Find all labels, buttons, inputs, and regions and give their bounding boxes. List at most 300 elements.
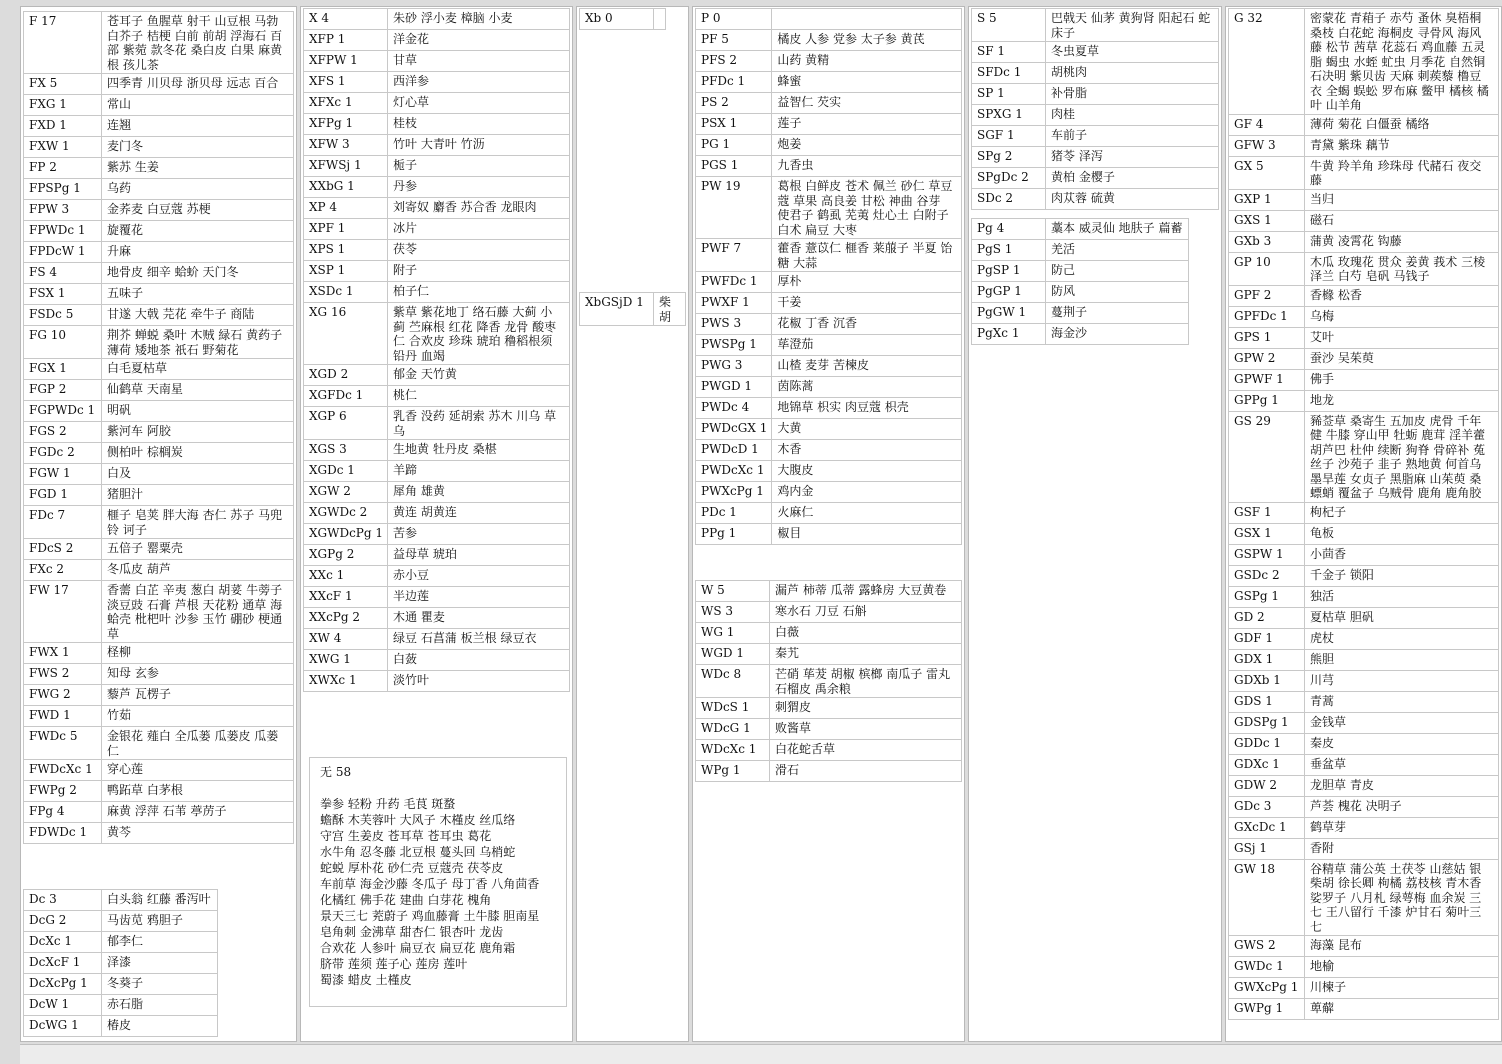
table-row (24, 581, 294, 643)
category-code: FDc 7 (24, 506, 102, 539)
table-row (696, 377, 962, 398)
herb-list: 冬葵子 (102, 974, 218, 995)
herb-list: 白花蛇舌草 (770, 740, 962, 761)
category-code: GDXc 1 (1229, 754, 1305, 775)
category-code: XFWSj 1 (304, 156, 388, 177)
herb-list: 附子 (388, 261, 570, 282)
category-code: GSF 1 (1229, 502, 1305, 523)
herb-list: 滑石 (770, 761, 962, 782)
herb-list: 龟板 (1305, 523, 1499, 544)
herb-list: 地锦草 枳实 肉豆蔻 枳壳 (772, 398, 962, 419)
category-code: WDcS 1 (696, 698, 770, 719)
category-code: WGD 1 (696, 644, 770, 665)
unclassified-herb-line: 车前草 海金沙藤 冬瓜子 母丁香 八角茴香 (320, 877, 540, 891)
table-row (696, 482, 962, 503)
table-row (24, 263, 294, 284)
category-code: FXc 2 (24, 560, 102, 581)
herb-list: 麻黄 浮萍 石苇 葶苈子 (102, 802, 294, 823)
table-row (972, 282, 1189, 303)
table-row (304, 135, 570, 156)
herb-table (695, 580, 962, 782)
category-code: FGW 1 (24, 464, 102, 485)
table-row (1229, 817, 1499, 838)
table-row (696, 239, 962, 272)
table-row (972, 63, 1219, 84)
table-row (696, 602, 962, 623)
table-row (696, 524, 962, 545)
table-row (24, 359, 294, 380)
table-row (24, 137, 294, 158)
table-row (1229, 733, 1499, 754)
herb-list: 冬虫夏草 (1046, 42, 1219, 63)
herb-list: 虎杖 (1305, 628, 1499, 649)
category-code: PW 19 (696, 177, 772, 239)
herb-list: 木通 瞿麦 (388, 608, 570, 629)
herb-list: 橘皮 人参 党参 太子参 黄芪 (772, 30, 962, 51)
herb-list: 鸭跖草 白茅根 (102, 781, 294, 802)
category-code: FGS 2 (24, 422, 102, 443)
herb-table (579, 292, 686, 326)
table-row (1229, 957, 1499, 978)
herb-list: 刺猬皮 (770, 698, 962, 719)
herb-list: 防风 (1046, 282, 1189, 303)
herb-list: 地龙 (1305, 390, 1499, 411)
table-row (24, 706, 294, 727)
herb-list: 磁石 (1305, 210, 1499, 231)
category-code: GWPg 1 (1229, 999, 1305, 1020)
table-row (304, 282, 570, 303)
category-code: SPXG 1 (972, 105, 1046, 126)
column-2-panel (300, 6, 573, 1042)
herb-list: 川芎 (1305, 670, 1499, 691)
herb-list: 佛手 (1305, 369, 1499, 390)
category-code: DcXc 1 (24, 932, 102, 953)
herb-list: 千金子 锁阳 (1305, 565, 1499, 586)
table-row (24, 539, 294, 560)
category-code: GXcDc 1 (1229, 817, 1305, 838)
category-code: PWF 7 (696, 239, 772, 272)
table-row (1229, 411, 1499, 502)
table-row (24, 380, 294, 401)
category-code: PPg 1 (696, 524, 772, 545)
table-row (696, 761, 962, 782)
herb-list: 肉桂 (1046, 105, 1219, 126)
category-code: XXcF 1 (304, 587, 388, 608)
herb-list: 独活 (1305, 586, 1499, 607)
table-row (24, 953, 218, 974)
table-row (972, 261, 1189, 282)
table-row (1229, 135, 1499, 156)
herb-list: 冬瓜皮 葫芦 (102, 560, 294, 581)
category-code: XGFDc 1 (304, 386, 388, 407)
herb-list: 知母 玄参 (102, 664, 294, 685)
herb-list: 茵陈蒿 (772, 377, 962, 398)
unclassified-herb-line: 蟾酥 木芙蓉叶 大风子 木槿皮 丝瓜络 (320, 813, 516, 827)
herb-list: 金荞麦 白豆蔻 苏梗 (102, 200, 294, 221)
table-row (696, 272, 962, 293)
table-row (24, 974, 218, 995)
category-code: FS 4 (24, 263, 102, 284)
table-row (304, 545, 570, 566)
table-row (24, 305, 294, 326)
herb-table (579, 8, 666, 30)
table-row (1229, 691, 1499, 712)
category-code: GPW 2 (1229, 348, 1305, 369)
table-row (24, 284, 294, 305)
herb-list: 金钱草 (1305, 712, 1499, 733)
herb-list: 藿香 薏苡仁 榧香 莱菔子 半夏 饴糖 大蒜 (772, 239, 962, 272)
herb-list: 赤石脂 (102, 995, 218, 1016)
table-row (24, 890, 218, 911)
category-code: XFXc 1 (304, 93, 388, 114)
category-code: Xb 0 (580, 9, 654, 30)
category-code: FDWDc 1 (24, 823, 102, 844)
herb-list: 侧柏叶 棕榈炭 (102, 443, 294, 464)
herb-list: 穿心莲 (102, 760, 294, 781)
category-code: XGS 3 (304, 440, 388, 461)
category-code: XGD 2 (304, 365, 388, 386)
herb-list: 败酱草 (770, 719, 962, 740)
category-code: XSP 1 (304, 261, 388, 282)
category-code: XWG 1 (304, 650, 388, 671)
category-code: GXS 1 (1229, 210, 1305, 231)
table-row (972, 303, 1189, 324)
herb-list: 木香 (772, 440, 962, 461)
category-code: GSPW 1 (1229, 544, 1305, 565)
category-code: XGWDcPg 1 (304, 524, 388, 545)
category-code: DcXcF 1 (24, 953, 102, 974)
category-code: XFP 1 (304, 30, 388, 51)
herb-table (971, 218, 1189, 345)
category-code: X 4 (304, 9, 388, 30)
category-code: FGPWDc 1 (24, 401, 102, 422)
herb-list: 荜澄茄 (772, 335, 962, 356)
table-row (1229, 999, 1499, 1020)
herb-list: 青黛 紫珠 藕节 (1305, 135, 1499, 156)
category-code: GPWF 1 (1229, 369, 1305, 390)
table-row (24, 221, 294, 242)
category-code: PWS 3 (696, 314, 772, 335)
herb-list: 竹茹 (102, 706, 294, 727)
table-row (304, 461, 570, 482)
herb-table (303, 8, 570, 692)
category-code: SPg 2 (972, 147, 1046, 168)
herb-list: 柽柳 (102, 643, 294, 664)
table-row (1229, 978, 1499, 999)
table-row (304, 629, 570, 650)
herb-list: 西洋参 (388, 72, 570, 93)
herb-list: 牛黄 羚羊角 珍珠母 代赭石 夜交藤 (1305, 156, 1499, 189)
herb-list: 连翘 (102, 116, 294, 137)
category-code: GDXb 1 (1229, 670, 1305, 691)
category-code: XbGSjD 1 (580, 293, 654, 326)
table-row (304, 671, 570, 692)
table-row (696, 314, 962, 335)
table-row (304, 51, 570, 72)
category-code: GPS 1 (1229, 327, 1305, 348)
herb-list: 夏枯草 胆矾 (1305, 607, 1499, 628)
table-row (1229, 390, 1499, 411)
herb-list: 洋金花 (388, 30, 570, 51)
herb-list: 桂枝 (388, 114, 570, 135)
herb-list: 蒲黄 凌霄花 钩藤 (1305, 231, 1499, 252)
table-row (696, 623, 962, 644)
category-code: Pg 4 (972, 219, 1046, 240)
table-row (696, 177, 962, 239)
herb-list: 胡桃肉 (1046, 63, 1219, 84)
category-code: XXc 1 (304, 566, 388, 587)
herb-list: 补骨脂 (1046, 84, 1219, 105)
table-row (304, 219, 570, 240)
category-code: GDc 3 (1229, 796, 1305, 817)
table-row (1229, 754, 1499, 775)
herb-list: 芦荟 槐花 决明子 (1305, 796, 1499, 817)
table-row (304, 9, 570, 30)
table-row (304, 650, 570, 671)
category-code: FWPg 2 (24, 781, 102, 802)
category-code: FX 5 (24, 74, 102, 95)
herb-list: 海藻 昆布 (1305, 936, 1499, 957)
herb-list: 藁本 威灵仙 地肤子 萹蓄 (1046, 219, 1189, 240)
herb-list: 五味子 (102, 284, 294, 305)
table-row (1229, 565, 1499, 586)
herb-list: 山楂 麦芽 苦楝皮 (772, 356, 962, 377)
unclassified-herb-line: 景天三七 茺蔚子 鸡血藤膏 土牛膝 胆南星 (320, 909, 540, 923)
category-code: XXcPg 2 (304, 608, 388, 629)
category-code: FXD 1 (24, 116, 102, 137)
table-row (304, 177, 570, 198)
herb-list: 漏芦 柿蒂 瓜蒂 露蜂房 大豆黄卷 (770, 581, 962, 602)
herb-list: 大腹皮 (772, 461, 962, 482)
table-row (696, 503, 962, 524)
category-code: FWS 2 (24, 664, 102, 685)
herb-list: 明矾 (102, 401, 294, 422)
category-code: GW 18 (1229, 859, 1305, 936)
category-code: FPWDc 1 (24, 221, 102, 242)
herb-list: 蚕沙 吴茱萸 (1305, 348, 1499, 369)
table-row (1229, 189, 1499, 210)
herb-table (695, 8, 962, 545)
table-row (304, 93, 570, 114)
table-row (24, 326, 294, 359)
herb-list: 藜芦 瓦楞子 (102, 685, 294, 706)
category-code: FPg 4 (24, 802, 102, 823)
table-row (24, 401, 294, 422)
herb-list: 川楝子 (1305, 978, 1499, 999)
herb-list: 小茴香 (1305, 544, 1499, 565)
category-code: GWDc 1 (1229, 957, 1305, 978)
table-row (1229, 628, 1499, 649)
herb-list: 半边莲 (388, 587, 570, 608)
herb-list: 郁李仁 (102, 932, 218, 953)
category-code: PWDcGX 1 (696, 419, 772, 440)
herb-list: 山药 黄精 (772, 51, 962, 72)
herb-list: 刘寄奴 麝香 苏合香 龙眼肉 (388, 198, 570, 219)
herb-list: 羊蹄 (388, 461, 570, 482)
category-code: FWDcXc 1 (24, 760, 102, 781)
category-code: DcXcPg 1 (24, 974, 102, 995)
table-row (304, 198, 570, 219)
category-code: GDSPg 1 (1229, 712, 1305, 733)
herb-list: 花椒 丁香 沉香 (772, 314, 962, 335)
herb-list: 薄荷 菊花 白僵蚕 橘络 (1305, 114, 1499, 135)
table-row (696, 9, 962, 30)
category-code: GWXcPg 1 (1229, 978, 1305, 999)
herb-list: 荆芥 蝉蜕 桑叶 木贼 緑石 黄药子 薄荷 矮地茶 祇石 野菊花 (102, 326, 294, 359)
table-row (972, 9, 1219, 42)
table-row (24, 12, 294, 74)
category-code: DcWG 1 (24, 1016, 102, 1037)
herb-list: 垂盆草 (1305, 754, 1499, 775)
category-code: XXbG 1 (304, 177, 388, 198)
table-row (304, 587, 570, 608)
herb-table (971, 8, 1219, 210)
table-row (24, 200, 294, 221)
category-code: GSX 1 (1229, 523, 1305, 544)
herb-list: 葛根 白鲜皮 苍术 佩兰 砂仁 草豆蔻 草果 高良姜 甘松 神曲 谷芽 使君子 鹤虱 芜荑 灶心土 白附子 白术 扁豆 大枣 (772, 177, 962, 239)
table-row (24, 643, 294, 664)
herb-list: 密蒙花 青葙子 赤芍 蚤休 臭梧桐 桑枝 白花蛇 海桐皮 寻骨风 海风藤 松节 茜草 花蕊石 鸡血藤 五灵脂 蝎虫 水蛭 虻虫 月季花 自然铜 石决明 紫贝齿 天麻 刺蒺藜 橹豆衣 全蝎 蜈蚣 罗布麻 鳖甲 橘核 橘叶 山羊角 (1305, 9, 1499, 115)
table-row (1229, 586, 1499, 607)
category-code: FPW 3 (24, 200, 102, 221)
table-row (24, 116, 294, 137)
table-row (1229, 9, 1499, 115)
unclassified-herb-line: 水牛角 忍冬藤 北豆根 蔓头回 乌梢蛇 (320, 845, 516, 859)
table-row (1229, 838, 1499, 859)
table-row (696, 419, 962, 440)
category-code: XGDc 1 (304, 461, 388, 482)
category-code: XG 16 (304, 303, 388, 365)
herb-list: 常山 (102, 95, 294, 116)
table-row (1229, 231, 1499, 252)
herb-list: 厚朴 (772, 272, 962, 293)
table-row (304, 303, 570, 365)
table-row (24, 727, 294, 760)
herb-list: 黄连 胡黄连 (388, 503, 570, 524)
category-code: GSDc 2 (1229, 565, 1305, 586)
table-row (696, 114, 962, 135)
category-code: GPF 2 (1229, 285, 1305, 306)
category-code: XGPg 2 (304, 545, 388, 566)
herb-list: 益母草 琥珀 (388, 545, 570, 566)
category-code: FGX 1 (24, 359, 102, 380)
herb-list: 紫河车 阿胶 (102, 422, 294, 443)
herb-list: 仙鹤草 天南星 (102, 380, 294, 401)
herb-list: 黄柏 金樱子 (1046, 168, 1219, 189)
category-code: GDF 1 (1229, 628, 1305, 649)
herb-list: 芒硝 荜茇 胡椒 槟榔 南瓜子 雷丸 石榴皮 禹余粮 (770, 665, 962, 698)
category-code: FG 10 (24, 326, 102, 359)
table-row (1229, 369, 1499, 390)
table-row (304, 407, 570, 440)
herb-list: 地榆 (1305, 957, 1499, 978)
category-code: FXW 1 (24, 137, 102, 158)
category-code: PWDcXc 1 (696, 461, 772, 482)
column-4-panel (692, 6, 965, 1042)
category-code: PGS 1 (696, 156, 772, 177)
table-row (696, 51, 962, 72)
category-code: PWXcPg 1 (696, 482, 772, 503)
category-code: FDcS 2 (24, 539, 102, 560)
table-row (1229, 670, 1499, 691)
category-code: PSX 1 (696, 114, 772, 135)
herb-list: 萆薢 (1305, 999, 1499, 1020)
table-row (24, 760, 294, 781)
table-row (24, 179, 294, 200)
category-code: DcG 2 (24, 911, 102, 932)
table-row (1229, 775, 1499, 796)
horizontal-scrollbar[interactable] (20, 1044, 1502, 1064)
herb-list: 防己 (1046, 261, 1189, 282)
category-code: XGP 6 (304, 407, 388, 440)
category-code: GPFDc 1 (1229, 306, 1305, 327)
category-code: PgXc 1 (972, 324, 1046, 345)
herb-list: 甘草 (388, 51, 570, 72)
unclassified-herb-line: 蛇蜕 厚朴花 砂仁壳 豆蔻壳 茯苓皮 (320, 861, 504, 875)
herb-list: 柴胡 (654, 293, 686, 326)
category-code: XFW 3 (304, 135, 388, 156)
table-row (24, 911, 218, 932)
herb-list: 枸杞子 (1305, 502, 1499, 523)
table-row (24, 664, 294, 685)
category-code: FWG 2 (24, 685, 102, 706)
table-row (972, 105, 1219, 126)
table-row (24, 995, 218, 1016)
table-row (24, 95, 294, 116)
column-3-panel (576, 6, 689, 1042)
table-row (972, 168, 1219, 189)
unclassified-herb-line: 拳参 轻粉 升药 毛茛 斑蝥 (320, 797, 456, 811)
herb-list: 猪苓 泽泻 (1046, 147, 1219, 168)
table-row (972, 324, 1189, 345)
category-code: PWGD 1 (696, 377, 772, 398)
category-code: FXG 1 (24, 95, 102, 116)
category-code: FWDc 5 (24, 727, 102, 760)
category-code: FGD 1 (24, 485, 102, 506)
herb-list: 紫苏 生姜 (102, 158, 294, 179)
unclassified-herb-line: 脐带 莲须 莲子心 莲房 莲叶 (320, 957, 468, 971)
category-code: SPgDc 2 (972, 168, 1046, 189)
category-code: WPg 1 (696, 761, 770, 782)
herb-list: 朱砂 浮小麦 樟脑 小麦 (388, 9, 570, 30)
herb-list: 秦艽 (770, 644, 962, 665)
table-row (696, 665, 962, 698)
category-code: PWXF 1 (696, 293, 772, 314)
herb-list: 寒水石 刀豆 石斛 (770, 602, 962, 623)
herb-list: 当归 (1305, 189, 1499, 210)
column-1-panel (20, 6, 297, 1042)
herb-list: 苦参 (388, 524, 570, 545)
table-row (304, 503, 570, 524)
unclassified-herb-list (320, 796, 556, 988)
category-code: F 17 (24, 12, 102, 74)
category-code: PS 2 (696, 93, 772, 114)
unclassified-herb-line: 合欢花 人参叶 扁豆衣 扁豆花 鹿角霜 (320, 941, 516, 955)
table-row (696, 461, 962, 482)
table-row (304, 30, 570, 51)
herb-list: 生地黄 牡丹皮 桑椹 (388, 440, 570, 461)
category-code: G 32 (1229, 9, 1305, 115)
herb-list: 旋覆花 (102, 221, 294, 242)
herb-list: 地骨皮 细辛 蛤蚧 天门冬 (102, 263, 294, 284)
table-row (1229, 348, 1499, 369)
herb-list: 香薷 白芷 辛夷 葱白 胡荽 牛蒡子 淡豆豉 石膏 芦根 天花粉 通草 海蛤壳 枇杷叶 沙参 玉竹 硼砂 梗通草 (102, 581, 294, 643)
category-code: GXb 3 (1229, 231, 1305, 252)
category-code: PG 1 (696, 135, 772, 156)
category-code: PgSP 1 (972, 261, 1046, 282)
unclassified-herb-line: 蜀漆 蜡皮 土槿皮 (320, 973, 412, 987)
herb-list: 豨莶草 桑寄生 五加皮 虎骨 千年健 牛膝 穿山甲 牡蛎 鹿茸 淫羊藿 胡芦巴 杜仲 续断 狗脊 骨碎补 菟丝子 沙苑子 韭子 熟地黄 何首乌 墨旱莲 女贞子 黑脂麻 山茱萸 桑螵蛸 覆盆子 乌贼骨 鹿角 鹿角胶 (1305, 411, 1499, 502)
